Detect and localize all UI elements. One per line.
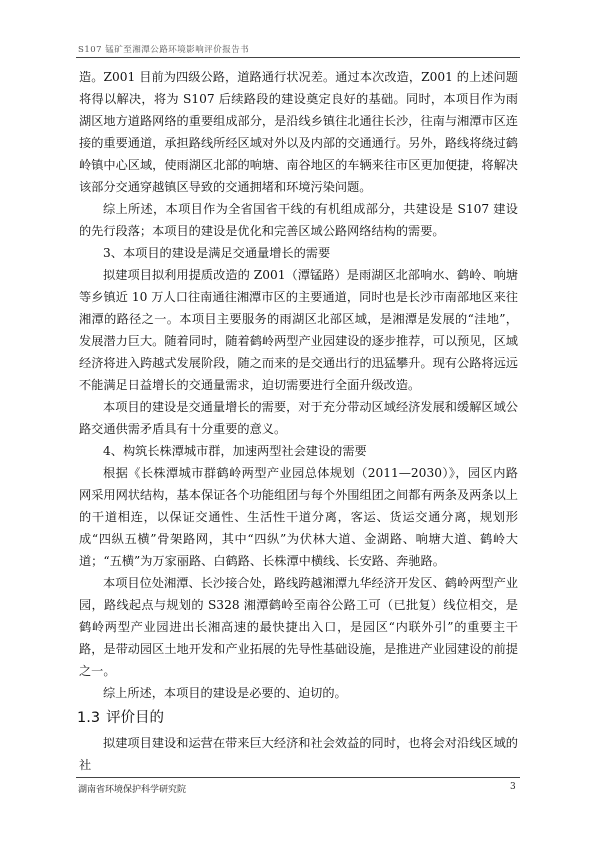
- body-paragraph: 本项目位处湘潭、长沙接合处，路线跨越湘潭九华经济开发区、鹤岭两型产业园，路线起点与规划的 S328 湘潭鹤岭至南谷公路工可（已批复）线位相交，是鹤岭两型产业园进出长湘高速的最快捷出入口，是园区“内联外引”的重要主干路，是带动园区土地开发和产业拓展的先导性基础设施，是推进产业园建设的前提之一。: [79, 576, 518, 678]
- body-paragraph: 拟建项目拟利用提质改造的 Z001（潭锰路）是雨湖区北部响水、鹤岭、响塘等乡镇近 10 万人口往南通往湘潭市区的主要通道，同时也是长沙市南部地区来往湘潭的路径之一。本项目主要服务的雨湖区北部区域，是湘潭是发展的“洼地”，发展潜力巨大。随着同时，随着鹤岭两型产业园建设的逐步推荐，可以预见，区域经济将进入跨越式发展阶段，随之而来的是交通出行的迅猛攀升。现有公路将远远不能满足日益增长的交通量需求，迫切需要进行全面升级改造。: [79, 268, 518, 392]
- header-divider: [76, 57, 520, 58]
- subheading: 4、构筑长株潭城市群，加速两型社会建设的需要: [103, 444, 367, 458]
- body-paragraph: 根据《长株潭城市群鹤岭两型产业园总体规划（2011—2030）》，园区内路网采用网状结构，基本保证各个功能组团与每个外围组团之间都有两条及两条以上的干道相连，以保证交通性、生活性干道分离，客运、货运交通分离，规划形成“四纵五横”骨架路网，其中“四纵”为伏林大道、金湖路、响塘大道、鹤岭大道；“五横”为万家丽路、白鹤路、长株潭中横线、长安路、奔驰路。: [79, 466, 518, 568]
- subheading: 3、本项目的建设是满足交通量增长的需要: [103, 246, 331, 260]
- body-paragraph: 综上所述，本项目的建设是必要的、迫切的。: [103, 686, 347, 700]
- document-body: [79, 66, 518, 776]
- body-paragraph: 本项目的建设是交通量增长的需要，对于充分带动区域经济发展和缓解区域公路交通供需矛盾具有十分重要的意义。: [79, 400, 518, 436]
- section-heading: [77, 706, 518, 730]
- footer-organization: 湖南省环境保护科学研究院: [78, 785, 187, 795]
- section-number: 1.3: [77, 710, 101, 726]
- section-title: 评价目的: [106, 710, 165, 726]
- footer-divider: [76, 777, 520, 778]
- body-paragraph: 综上所述，本项目作为全省国省干线的有机组成部分，共建设是 S107 建设的先行段落；本项目的建设是优化和完善区域公路网络结构的需要。: [79, 202, 518, 238]
- page-number: 3: [510, 782, 516, 792]
- running-header: S107 锰矿至湘潭公路环境影响评价报告书: [78, 45, 250, 55]
- body-paragraph: 造。Z001 目前为四级公路，道路通行状况差。通过本次改造，Z001 的上述问题将得以解决，将为 S107 后续路段的建设奠定良好的基础。同时，本项目作为雨湖区地方道路网络的重要组成部分，是沿线乡镇往北通往长沙，往南与湘潭市区连接的重要通道，承担路线所经区域对外以及内部的交通通行。另外，路线将绕过鹤岭镇中心区域，使雨湖区北部的响塘、南谷地区的车辆来往市区更加便捷，将解决该部分交通穿越镇区导致的交通拥堵和环境污染问题。: [79, 70, 518, 194]
- body-paragraph: 拟建项目建设和运营在带来巨大经济和社会效益的同时，也将会对沿线区域的社: [79, 736, 518, 772]
